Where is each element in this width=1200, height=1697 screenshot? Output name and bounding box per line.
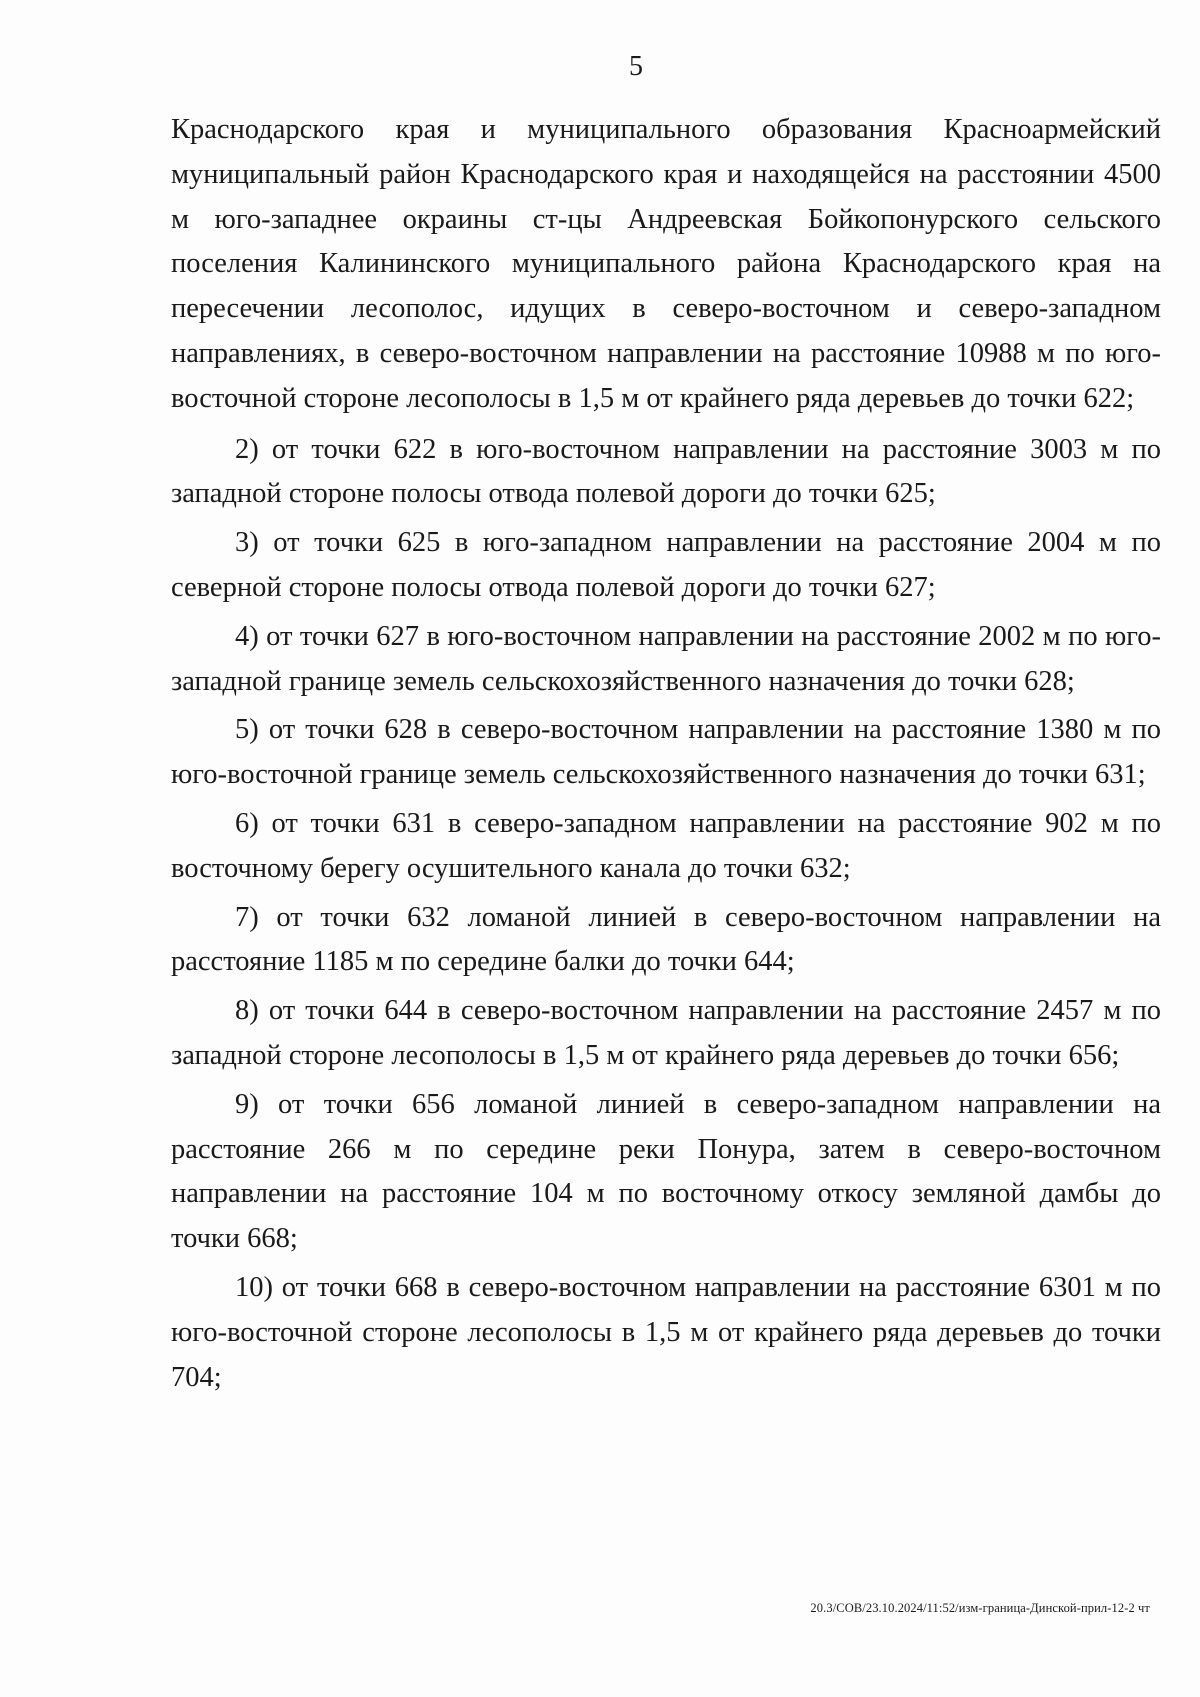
paragraph-item-3: 3) от точки 625 в юго-западном направлении на расстояние 2004 м по северной стороне полосы отвода полевой дороги до точки 627; xyxy=(171,527,1161,603)
document-body xyxy=(171,108,1161,1404)
paragraph-item-2: 2) от точки 622 в юго-восточном направлении на расстояние 3003 м по западной стороне полосы отвода полевой дороги до точки 625; xyxy=(171,433,1161,510)
paragraph-item-5: 5) от точки 628 в северо-восточном направлении на расстояние 1380 м по юго-восточной границе земель сельскохозяйственного назначения до точки 631; xyxy=(171,714,1161,791)
page-number: 5 xyxy=(629,51,643,82)
document-footer-code: 20.3/СОВ/23.10.2024/11:52/изм-граница-Динской-прил-12-2 чт xyxy=(810,1601,1150,1615)
paragraph-item-9: 9) от точки 656 ломаной линией в северо-западном направлении на расстояние 266 м по середине реки Понура, затем в северо-восточном направлении на расстояние 104 м по восточному откосу земляной дамбы до точки 668; xyxy=(171,1088,1161,1255)
paragraph-continuation: Краснодарского края и муниципального образования Красноармейский муниципальный район Краснодарского края и находящейся на расстоянии 4500 м юго-западнее окраины ст-цы Андреевская Бойкопонурского сельского поселения Калининского муниципального района Краснодарского края на пересечении лесополос, идущих в северо-восточном и северо-западном направлениях, в северо-восточном направлении на расстояние 10988 м по юго-восточной стороне лесополосы в 1,5 м от крайнего ряда деревьев до точки 622; xyxy=(171,114,1161,414)
paragraph-item-7: 7) от точки 632 ломаной линией в северо-восточном направлении на расстояние 1185 м по середине балки до точки 644; xyxy=(171,901,1161,978)
paragraph-item-6: 6) от точки 631 в северо-западном направлении на расстояние 902 м по восточному берегу осушительного канала до точки 632; xyxy=(171,807,1161,884)
paragraph-item-8: 8) от точки 644 в северо-восточном направлении на расстояние 2457 м по западной стороне лесополосы в 1,5 м от крайнего ряда деревьев до точки 656; xyxy=(171,995,1161,1071)
paragraph-item-10: 10) от точки 668 в северо-восточном направлении на расстояние 6301 м по юго-восточной стороне лесополосы в 1,5 м от крайнего ряда деревьев до точки 704; xyxy=(171,1271,1161,1393)
paragraph-item-4: 4) от точки 627 в юго-восточном направлении на расстояние 2002 м по юго-западной границе земель сельскохозяйственного назначения до точки 628; xyxy=(171,620,1161,697)
